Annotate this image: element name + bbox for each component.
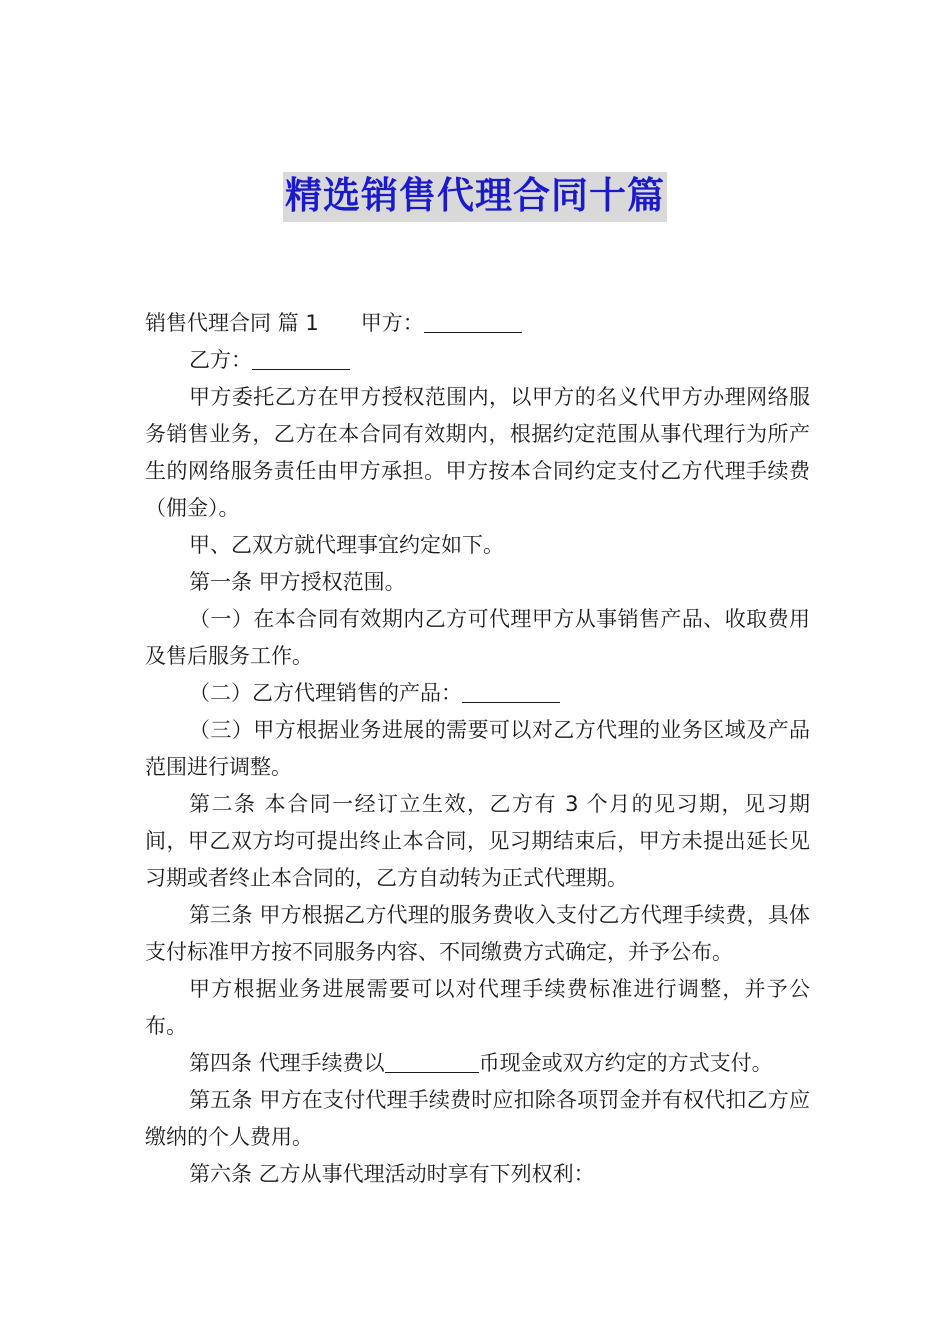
contract-heading: 销售代理合同 篇 1 <box>145 311 319 335</box>
contract-heading-line <box>145 305 810 342</box>
article-4-suffix: 币现金或双方约定的方式支付。 <box>478 1051 773 1075</box>
item-2-label: （二）乙方代理销售的产品： <box>189 681 462 705</box>
article-4 <box>145 1045 810 1082</box>
party-a-label: 甲方： <box>360 311 424 335</box>
article-3: 第三条 甲方根据乙方代理的服务费收入支付乙方代理手续费，具体支付标准甲方按不同服务内容、不同缴费方式确定，并予公布。 <box>145 903 810 964</box>
party-b-label: 乙方： <box>189 348 252 372</box>
article-1-heading: 第一条 甲方授权范围。 <box>189 570 406 594</box>
article-1-item-2 <box>145 675 810 712</box>
article-6: 第六条 乙方从事代理活动时享有下列权利： <box>189 1162 595 1186</box>
paragraph-entrust: 甲方委托乙方在甲方授权范围内，以甲方的名义代甲方办理网络服务销售业务，乙方在本合同有效期内，根据约定范围从事代理行为所产生的网络服务责任由甲方承担。甲方按本合同约定支付乙方代理手续费（佣金）。 <box>145 385 810 520</box>
article-5: 第五条 甲方在支付代理手续费时应扣除各项罚金并有权代扣乙方应缴纳的个人费用。 <box>145 1088 810 1149</box>
paragraph-agreement: 甲、乙双方就代理事宜约定如下。 <box>189 533 504 557</box>
article-2: 第二条 本合同一经订立生效，乙方有 3 个月的见习期，见习期间，甲乙双方均可提出终止本合同，见习期结束后，甲方未提出延长见习期或者终止本合同的，乙方自动转为正式代理期。 <box>145 792 810 890</box>
document-title: 精选销售代理合同十篇 <box>283 172 667 222</box>
party-b-line <box>145 342 810 379</box>
party-b-blank <box>252 347 350 370</box>
document-body <box>145 305 810 1193</box>
party-a-blank <box>424 310 522 333</box>
article-1-item-3: （三）甲方根据业务进展的需要可以对乙方代理的业务区域及产品范围进行调整。 <box>145 718 810 779</box>
currency-blank <box>385 1050 479 1073</box>
article-4-prefix: 第四条 代理手续费以 <box>189 1051 385 1075</box>
article-3-adjustment: 甲方根据业务进展需要可以对代理手续费标准进行调整，并予公布。 <box>145 977 810 1038</box>
product-blank <box>462 680 560 703</box>
article-1-item-1: （一）在本合同有效期内乙方可代理甲方从事销售产品、收取费用及售后服务工作。 <box>145 607 810 668</box>
title-container <box>0 172 950 222</box>
